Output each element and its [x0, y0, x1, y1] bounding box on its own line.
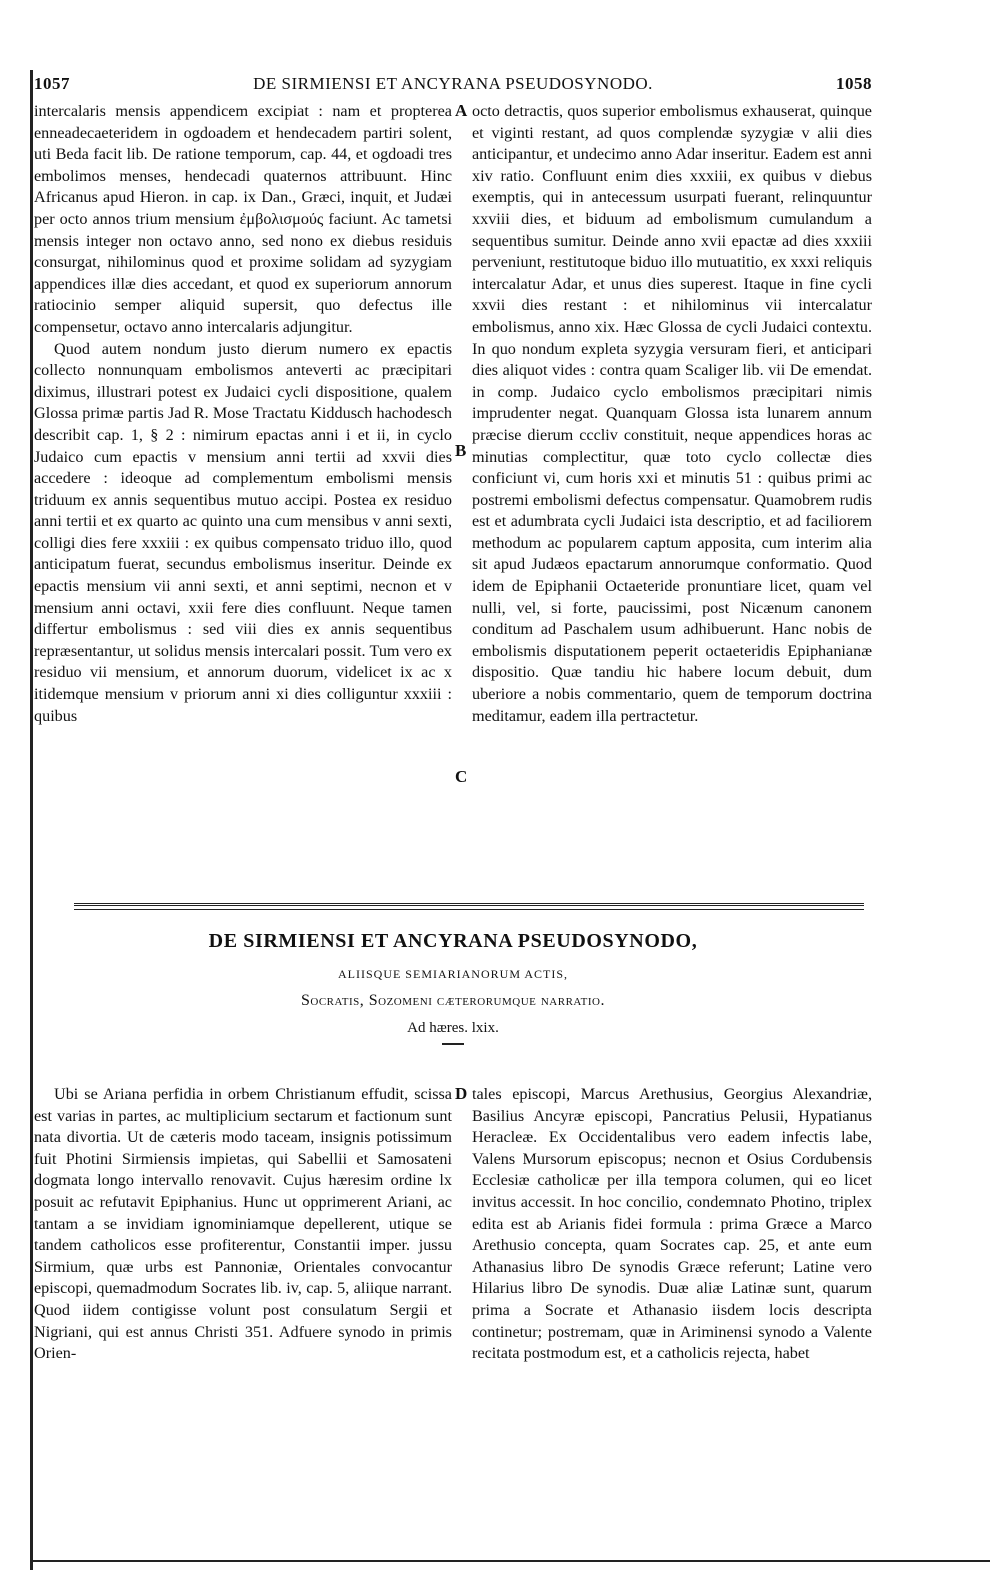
paragraph: octo detractis, quos superior embolismus exhauserat, quinque et viginti restant, ad quos complendæ syzygiæ v alii dies anticipantur, et undecimo anno Adar inseritur. Eadem est anni xiv ratio. Confluunt enim dies xxxiii, ex quibus v diebus exemptis, qui in antecessum usurpati fuerant, relinquuntur xxviii dies, et biduum ad embolismum cumulandum a sequentibus sumitur. Deinde anno xvii epactæ ad dies xxxiii perveniunt, restitutoque biduo illo mutuatitio, ex xxxi reliquis intercalatur Adar, et unus dies superest. Itaque in fine cycli xxvii dies restant : et nihilominus vii intercalatur embolismus, anno xix. Hæc Glossa de cycli Judaici contextu. In quo nondum expleta syzygia versuram fieri, et anticipari dies aliquot vides : contra quam Scaliger lib. vii De emendat. in comp. Judaico cyclo embolismos præcipitari nimis imprudenter negat. Quanquam Glossa ista lunarem annum præcise dierum cccliv constituit, neque appendices horas ac minutias complectitur, quæ toto cyclo collectæ dies conficiunt vi, cum horis xxi et minutis 51 : quibus primi ac postremi embolismi defectus compensatur. Quamobrem rudis est et adumbrata cycli Judaici ista descriptio, et ad faciliorem methodum ac popularem captum apposita, cum interim alia sit apud Judæos epactarum annorumque conformatio. Quod idem de Epiphanii Octaeteride pronuntiare licet, quam vel nulli, vel, si forte, paucissimi, post Nicænum canonem conditum ad Paschalem usum adhibuerunt. Hanc nobis de embolismis disputationem peperit octaeteridis Epiphanianæ dispositio. Quæ tandiu hic habere locum debuit, dum uberiore a nobis commentario, quem de temporum doctrina meditamur, eadem illa pertractetur.: [472, 102, 872, 725]
column-marker-a: A: [455, 101, 468, 120]
page-header: [34, 74, 872, 98]
column-marker-d: D: [455, 1084, 468, 1103]
section-separator-rule: [74, 903, 864, 906]
left-margin-rule: [30, 70, 33, 1570]
section-separator-rule-thin: [74, 909, 864, 910]
top-left-column: [34, 101, 452, 727]
section-title: DE SIRMIENSI ET ANCYRANA PSEUDOSYNODO,: [208, 930, 698, 952]
section-subtitle: ALIISQUE SEMIARIANORUM ACTIS,: [337, 967, 568, 981]
running-title: DE SIRMIENSI ET ANCYRANA PSEUDOSYNODO.: [253, 74, 653, 93]
column-marker-b: B: [455, 441, 467, 460]
bottom-right-column: [472, 1084, 872, 1365]
section-subtitle-narratio: Socratis, Sozomeni cæterorumque narratio.: [301, 992, 605, 1009]
column-marker-c: C: [455, 767, 468, 786]
section-heading: [34, 930, 872, 1045]
paragraph: tales episcopi, Marcus Arethusius, Georgius Alexandriæ, Basilius Ancyræ episcopi, Pancratius Pelusii, Hypatianus Heracleæ. Ex Occidentalibus vero eadem infectis labe, Valens Mursorum episcopus; necnon et Osius Cordubensis Ecclesiæ catholicæ per illa tempora columen, qui eo licet invitus accessit. In hoc concilio, condemnato Photino, triplex edita est ab Arianis fidei formula : prima Græce a Marco Arethusio concepta, quam Socrates cap. 25, et ante eum Athanasius libro De synodis Græce referunt; Latine vero Hilarius libro De synodis. Duæ aliæ Latinæ sunt, quarum prima a Socrate et Athanasio iisdem locis descripta continetur; postremam, quæ in Ariminensi synodo a Valente recitata postmodum est, et a catholicis rejecta, habet: [472, 1085, 872, 1363]
page-number-right: 1058: [836, 74, 872, 93]
heading-short-rule: [442, 1043, 464, 1045]
page-number-left: 1057: [34, 74, 70, 93]
top-right-column: [472, 101, 872, 727]
paragraph: Ubi se Ariana perfidia in orbem Christianum effudit, scissa est varias in partes, ac multiplicium sectarum et factionum sunt nata divortia. Ut de cæteris modo taceam, insignis potissimum fuit Photini Sirmiensis impietas, qui Sabellii et Samosateni dogmata longo intervallo renovavit. Cujus hæresim ordine lx posuit ac refutavit Epiphanius. Hunc ut opprimerent Ariani, ac tantam a se invidiam ignominiamque depellerent, utique se tandem catholicos esse profiterentur, Constantii imper. jussu Sirmium, quæ urbs est Pannoniæ, Orientales convocantur episcopi, quemadmodum Socrates lib. iv, cap. 5, aliique narrant. Quod iidem contigisse volunt post consulatum Sergii et Nigriani, qui est annus Christi 351. Adfuere synodo in primis Orien-: [34, 1085, 452, 1363]
bottom-left-column: [34, 1084, 452, 1365]
bottom-margin-rule: [30, 1560, 990, 1562]
paragraph: intercalaris mensis appendicem excipiat : nam et propterea enneadecaeteridem in ogdoadem et hendecadem partiri solent, uti Beda facit lib. De ratione temporum, cap. 44, et ogdoadi tres embolimos menses, hendecadi quaternos attribuunt. Hinc Africanus apud Hieron. in cap. ix Dan., Græci, inquit, et Judæi per octo annos trium mensium ἐμβολισμούς faciunt. Ac tametsi mensis integer non octavo anno, sed nono ex diebus residuis consurgat, nihilominus quod et proxime solidam ad syzygiam appendices illæ dies accedant, et quod ex superiorum annorum ratiocinio semper aliquid supersit, quo defectus ille compensetur, octavo anno intercalaris adjungitur.: [34, 102, 452, 336]
section-reference: Ad hæres. lxix.: [407, 1020, 499, 1036]
paragraph: Quod autem nondum justo dierum numero ex epactis collecto nonnunquam embolismos anteverti ac præcipitari diximus, illustrari potest ex Judaici cycli dispositione, qualem Glossa primæ partis Jad R. Mose Tractatu Kiddusch hachodesch describit cap. 1, § 2 : nimirum epactas anni i et ii, in cyclo Judaico cum epactis v mensium anni tertii ad xxvii dies accedere : ideoque ad complementum embolismi mensis triduum ex annis sequentibus mutuo accipi. Postea ex residuo anni tertii et ex quarto ac quinto una cum mensibus v anni sexti, colligi dies fere xxxiii : ex quibus compensato triduo illo, quod anticipatum fuerat, secundus embolismus inseritur. Deinde ex epactis mensium vii anni sexti, et anni septimi, necnon et v mensium anni octavi, xxii fere dies confluunt. Neque tamen differtur embolismus : sed viii dies ex annis sequentibus repræsentantur, ut solidus mensis intercalari possit. Tum vero ex residuo vii mensium, et annorum duorum, videlicet ix ac x itidemque mensium v priorum anni xi dies colliguntur xxxiii : quibus: [34, 339, 452, 725]
